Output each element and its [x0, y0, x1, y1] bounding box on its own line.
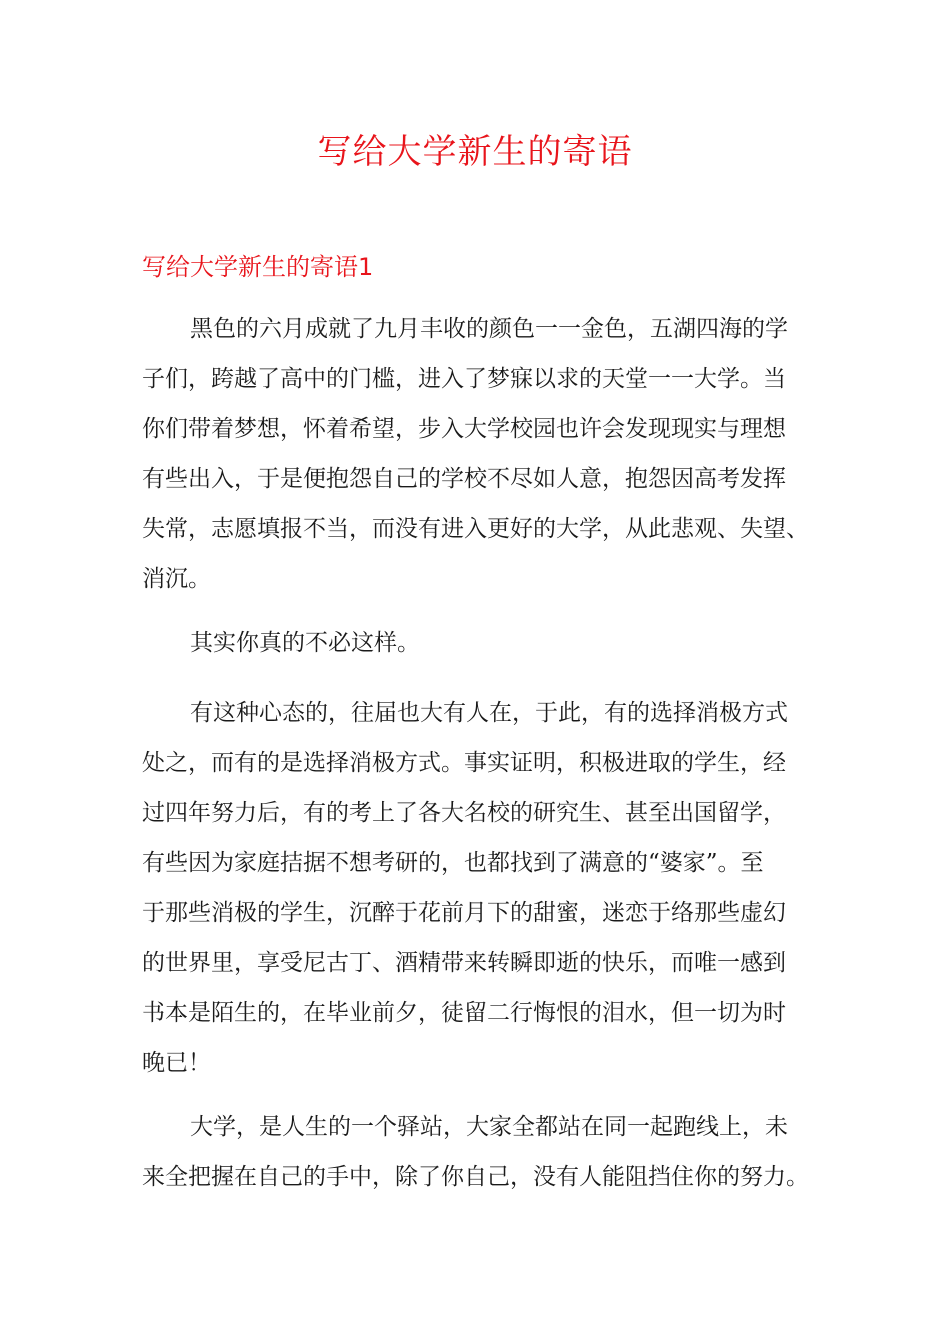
- paragraph-line: 有这种心态的，往届也大有人在，于此，有的选择消极方式: [190, 700, 788, 726]
- paragraph-line: 你们带着梦想，怀着希望，步入大学校园也许会发现现实与理想: [142, 416, 786, 442]
- paragraph-line: 于那些消极的学生，沉醉于花前月下的甜蜜，迷恋于络那些虚幻: [142, 900, 786, 926]
- paragraph-line: 处之，而有的是选择消极方式。事实证明，积极进取的学生，经: [142, 750, 786, 776]
- paragraph-line: 过四年努力后，有的考上了各大名校的研究生、甚至出国留学，: [142, 800, 786, 826]
- paragraph-line: 来全把握在自己的手中，除了你自己，没有人能阻挡住你的努力。: [142, 1164, 809, 1190]
- paragraph-line: 黑色的六月成就了九月丰收的颜色一一金色，五湖四海的学: [190, 316, 788, 342]
- paragraph-2: [142, 618, 812, 668]
- paragraph-line: 的世界里，享受尼古丁、酒精带来转瞬即逝的快乐，而唯一感到: [142, 950, 786, 976]
- paragraph-line: 其实你真的不必这样。: [190, 630, 420, 656]
- document-title: 写给大学新生的寄语: [317, 132, 633, 172]
- paragraph-line: 失常，志愿填报不当，而没有进入更好的大学，从此悲观、失望、: [142, 516, 809, 542]
- paragraph-line: 有些出入，于是便抱怨自己的学校不尽如人意，抱怨因高考发挥: [142, 466, 786, 492]
- paragraph-line: 晚已！: [142, 1050, 211, 1076]
- paragraph-3: [142, 688, 812, 1088]
- section-heading: 写给大学新生的寄语1: [142, 253, 374, 281]
- paragraph-4: [142, 1102, 812, 1202]
- paragraph-line: 大学，是人生的一个驿站，大家全都站在同一起跑线上，未: [190, 1114, 788, 1140]
- paragraph-1: [142, 304, 812, 604]
- paragraph-line: 书本是陌生的，在毕业前夕，徒留二行悔恨的泪水，但一切为时: [142, 1000, 786, 1026]
- paragraph-line: 有些因为家庭拮据不想考研的，也都找到了满意的“婆家”。至: [142, 850, 764, 876]
- paragraph-line: 子们，跨越了高中的门槛，进入了梦寐以求的天堂一一大学。当: [142, 366, 786, 392]
- paragraph-line: 消沉。: [142, 566, 211, 592]
